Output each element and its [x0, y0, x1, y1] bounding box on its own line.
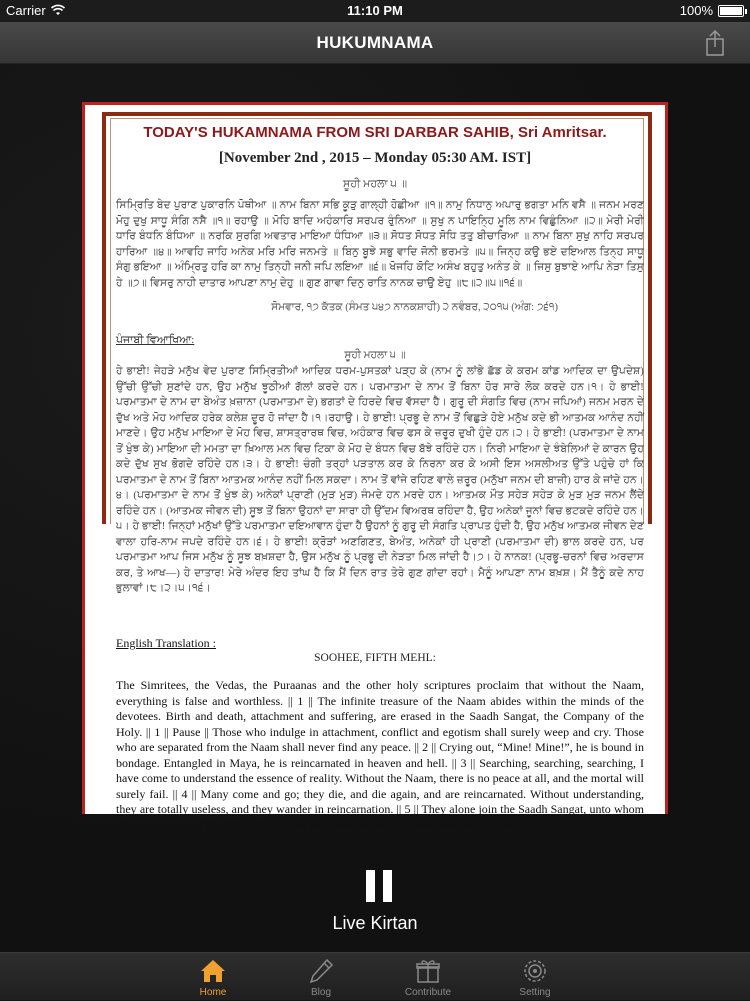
carrier-label: Carrier [6, 3, 46, 18]
tab-setting[interactable] [490, 957, 580, 1001]
pencil-icon [307, 957, 335, 985]
tab-contribute-label: Contribute [404, 987, 452, 998]
gear-icon [521, 957, 549, 985]
hukamnama-date: [November 2nd , 2015 – Monday 05:30 AM. IST] [218, 150, 532, 166]
pause-button[interactable] [366, 870, 392, 902]
hukamnama-document[interactable] [82, 102, 668, 832]
gurbani-text: ਸਿਮ੍ਰਿਤਿ ਬੇਦ ਪੁਰਾਣ ਪੁਕਾਰਨਿ ਪੋਥੀਆ ॥ ਨਾਮ ਬਿਨਾ ਸਭਿ ਕੂੜੁ ਗਾਲ੍ਹੀ ਹੋਛੀਆ ॥੧॥ ਨਾਮੁ ਨਿਧਾਨੁ ਅਪਾਰੁ ਭਗਤਾ ਮਨਿ ਵਸੈ ॥ ਜਨਮ ਮਰਣ ਮੋਹੁ ਦੁਖੁ ਸਾਧੂ ਸੰਗਿ ਨਸੈ ॥੧॥ ਰਹਾਉ ॥ ਮੋਹਿ ਬਾਦਿ ਅਹੰਕਾਰਿ ਸਰਪਰ ਰੁੰਨਿਆ ॥ ਸੁਖੁ ਨ ਪਾਇਨ੍ਹਿ ਮੂਲਿ ਨਾਮ ਵਿਛੁੰਨਿਆ ॥੨॥ ਮੇਰੀ ਮੇਰੀ ਧਾਰਿ ਬੰਧਨਿ ਬੰਧਿਆ ॥ ਨਰਕਿ ਸੁਰਗਿ ਅਵਤਾਰ ਮਾਇਆ ਧੰਧਿਆ ॥੩॥ ਸੋਧਤ ਸੋਧਤ ਸੋਧਿ ਤਤੁ ਬੀਚਾਰਿਆ ॥ ਨਾਮ ਬਿਨਾ ਸੁਖੁ ਨਾਹਿ ਸਰਪਰ ਹਾਰਿਆ ॥੪॥ ਆਵਹਿ ਜਾਹਿ ਅਨੇਕ ਮਰਿ ਮਰਿ ਜਨਮਤੇ ॥ ਬਿਨੁ ਬੂਝੇ ਸਭੁ ਵਾਦਿ ਜੋਨੀ ਭਰਮਤੇ ॥੫॥ ਜਿਨ੍ਹ ਕਉ ਭਏ ਦਇਆਲ ਤਿਨ੍ਹ ਸਾਧੂ ਸੰਗੁ ਭਇਆ ॥ ਅੰਮ੍ਰਿਤੁ ਹਰਿ ਕਾ ਨਾਮੁ ਤਿਨ੍ਹੀ ਜਨੀ ਜਪਿ ਲਇਆ ॥੬॥ ਖੋਜਹਿ ਕੋਟਿ ਅਸੰਖ ਬਹੁਤੁ ਅਨੰਤ ਕੇ ॥ ਜਿਸੁ ਬੁਝਾਏ ਆਪਿ ਨੇੜਾ ਤਿਸੁ ਹੇ ॥੭॥ ਵਿਸਰੁ ਨਾਹੀ ਦਾਤਾਰ ਆਪਣਾ ਨਾਮੁ ਦੇਹੁ ॥ ਗੁਣ ਗਾਵਾ ਦਿਨੁ ਰਾਤਿ ਨਾਨਕ ਚਾਉ ਏਹੁ ॥੮॥੨॥੫॥੧੬॥ [116, 200, 644, 289]
battery-percent: 100% [679, 3, 713, 18]
english-heading: English Translation : [116, 636, 217, 650]
pause-bar-left [366, 870, 375, 902]
gift-icon [414, 957, 442, 985]
tab-home-label: Home [199, 987, 227, 998]
status-time: 11:10 PM [347, 3, 403, 18]
content-area [0, 64, 750, 952]
battery-icon [718, 5, 744, 17]
date-angg-line: ਸੋਮਵਾਰ, ੧੭ ਕੱਤਕ (ਸੰਮਤ ੫੪੭ ਨਾਨਕਸ਼ਾਹੀ) ੨ ਨਵੰਬਰ, ੨੦੧੫ (ਅੰਗ: ੭੬੧) [271, 302, 558, 313]
tab-setting-label: Setting [519, 987, 551, 998]
punjabi-explanation: ਹੇ ਭਾਈ! ਜੇਹੜੇ ਮਨੁੱਖ ਵੇਦ ਪੁਰਾਣ ਸਿਮ੍ਰਿਤੀਆਂ ਆਦਿਕ ਧਰਮ-ਪੁਸਤਕਾਂ ਪੜ੍ਹ ਕੇ (ਨਾਮ ਨੂੰ ਲਾਂਭੇ ਛੱਡ ਕੇ ਕਰਮ ਕਾਂਡ ਆਦਿਕ ਦਾ ਉਪਦੇਸ਼) ਉੱਚੀ ਉੱਚੀ ਸੁਣਾਂਦੇ ਹਨ, ਉਹ ਮਨੁੱਖ ਝੂਠੀਆਂ ਗੱਲਾਂ ਕਰਦੇ ਹਨ। ਪਰਮਾਤਮਾ ਦੇ ਨਾਮ ਤੋਂ ਬਿਨਾ ਹੋਰ ਸਾਰੇ ਲੋਕ ਕਰਦੇ ਹਨ।੧। ਹੇ ਭਾਈ! ਪਰਮਾਤਮਾ ਦੇ ਨਾਮ ਦਾ ਬੇਅੰਤ ਖ਼ਜ਼ਾਨਾ (ਪਰਮਾਤਮਾ ਦੇ) ਭਗਤਾਂ ਦੇ ਹਿਰਦੇ ਵਿਚ ਵੱਸਦਾ ਹੈ। ਗੁਰੂ ਦੀ ਸੰਗਤਿ ਵਿਚ (ਨਾਮ ਜਪਿਆਂ) ਜਨਮ ਮਰਨ ਦੇ ਦੁੱਖ ਅਤੇ ਮੋਹ ਆਦਿਕ ਹਰੇਕ ਕਲੇਸ਼ ਦੂਰ ਹੋ ਜਾਂਦਾ ਹੈ।੧।ਰਹਾਉ। ਹੇ ਭਾਈ! ਪ੍ਰਭੂ ਦੇ ਨਾਮ ਤੋਂ ਵਿਛੁੜੇ ਹੋਏ ਮਨੁੱਖ ਕਦੇ ਭੀ ਆਤਮਕ ਆਨੰਦ ਨਹੀਂ ਮਾਣਦੇ। ਉਹ ਮਨੁੱਖ ਮਾਇਆ ਦੇ ਮੋਹ ਵਿਚ, ਸ਼ਾਸਤ੍ਰਾਰਥ ਵਿਚ, ਅਹੰਕਾਰ ਵਿਚ ਫਸ ਕੇ ਜ਼ਰੂਰ ਦੁਖੀ ਹੁੰਦੇ ਹਨ।੨। ਹੇ ਭਾਈ! (ਪਰਮਾਤਮਾ ਦੇ ਨਾਮ ਤੋਂ ਖੁੰਝ ਕੇ) ਮਾਇਆ ਦੀ ਮਮਤਾ ਦਾ ਖ਼ਿਆਲ ਮਨ ਵਿਚ ਟਿਕਾ ਕੇ ਮੋਹ ਦੇ ਬੰਧਨ ਵਿਚ ਬੱਝੇ ਰਹਿੰਦੇ ਹਨ। ਨਿਰੀ ਮਾਇਆ ਦੇ ਝੰਬੇਲਿਆਂ ਦੇ ਕਾਰਨ ਉਹ ਕਦੇ ਦੁੱਖ ਸੁਖ ਭੋਗਦੇ ਰਹਿੰਦੇ ਹਨ।੩। ਹੇ ਭਾਈ! ਚੰਗੀ ਤਰ੍ਹਾਂ ਪੜਤਾਲ ਕਰ ਕੇ ਨਿਰਨਾ ਕਰ ਕੇ ਅਸੀ ਇਸ ਅਸਲੀਅਤ ਉੱਤੇ ਪਹੁੰਚੇ ਹਾਂ ਕਿ ਪਰਮਾਤਮਾ ਦੇ ਨਾਮ ਤੋਂ ਬਿਨਾ ਆਤਮਕ ਆਨੰਦ ਨਹੀਂ ਮਿਲ ਸਕਦਾ। ਨਾਮ ਤੋਂ ਵਾਂਜੇ ਰਹਿਣ ਵਾਲੇ ਜ਼ਰੂਰ (ਮਨੁੱਖਾ ਜਨਮ ਦੀ ਬਾਜ਼ੀ) ਹਾਰ ਕੇ ਜਾਂਦੇ ਹਨ।੪। (ਪਰਮਾਤਮਾ ਦੇ ਨਾਮ ਤੋਂ ਖੁੰਝ ਕੇ) ਅਨੇਕਾਂ ਪ੍ਰਾਣੀ (ਮੁੜ ਮੁੜ) ਜੰਮਦੇ ਹਨ ਮਰਦੇ ਹਨ। ਆਤਮਕ ਮੌਤ ਸਹੇੜ ਸਹੇੜ ਕੇ ਮੁੜ ਮੁੜ ਜਨਮ ਲੈਂਦੇ ਰਹਿੰਦੇ ਹਨ। (ਆਤਮਕ ਜੀਵਨ ਦੀ) ਸੂਝ ਤੋਂ ਬਿਨਾ ਉਹਨਾਂ ਦਾ ਸਾਰਾ ਹੀ ਉੱਦਮ ਵਿਅਰਥ ਰਹਿੰਦਾ ਹੈ, ਉਹ ਅਨੇਕਾਂ ਜੂਨਾਂ ਵਿਚ ਭਟਕਦੇ ਰਹਿੰਦੇ ਹਨ।੫। ਹੇ ਭਾਈ! ਜਿਨ੍ਹਾਂ ਮਨੁੱਖਾਂ ਉੱਤੇ ਪਰਮਾਤਮਾ ਦਇਆਵਾਨ ਹੁੰਦਾ ਹੈ ਉਹਨਾਂ ਨੂੰ ਗੁਰੂ ਦੀ ਸੰਗਤਿ ਪ੍ਰਾਪਤ ਹੁੰਦੀ ਹੈ, ਉਹ ਮਨੁੱਖ ਆਤਮਕ ਜੀਵਨ ਦੇਣ ਵਾਲਾ ਹਰਿ-ਨਾਮ ਜਪਦੇ ਰਹਿੰਦੇ ਹਨ।੬। ਹੇ ਭਾਈ! ਕ੍ਰੋੜਾਂ ਅਣਗਿਣਤ, ਬੇਅੰਤ, ਅਨੇਕਾਂ ਹੀ ਪ੍ਰਾਣੀ (ਪਰਮਾਤਮਾ ਦੀ) ਭਾਲ ਕਰਦੇ ਹਨ, ਪਰ ਪਰਮਾਤਮਾ ਆਪ ਜਿਸ ਮਨੁੱਖ ਨੂੰ ਸੂਝ ਬਖ਼ਸ਼ਦਾ ਹੈ, ਉਸ ਮਨੁੱਖ ਨੂੰ ਪ੍ਰਭੂ ਦੀ ਨੇੜਤਾ ਮਿਲ ਜਾਂਦੀ ਹੈ।੭। ਹੇ ਨਾਨਕ! (ਪ੍ਰਭੂ-ਚਰਨਾਂ ਵਿਚ ਅਰਦਾਸ ਕਰ, ਤੇ ਆਖ—) ਹੇ ਦਾਤਾਰ! ਮੇਰੇ ਅੰਦਰ ਇਹ ਤਾਂਘ ਹੈ ਕਿ ਮੈਂ ਦਿਨ ਰਾਤ ਤੇਰੇ ਗੁਣ ਗਾਂਦਾ ਰਹਾਂ। ਮੈਨੂੰ ਆਪਣਾ ਨਾਮ ਬਖ਼ਸ਼। ਮੈਂ ਤੈਨੂੰ ਕਦੇ ਨਾਹ ਭੁਲਾਵਾਂ।੮।੨।੫।੧੬। [116, 366, 644, 594]
english-translation: The Simritees, the Vedas, the Puraanas and the other holy scriptures proclaim that without the Naam, everything is false and worthless. || 1 || The infinite treasure of the Naam abides within the minds of the devotees. Birth and death, attachment and suffering, are erased in the Saadh Sangat, the Company of the Holy. || 1 || Pause || Those who indulge in attachment, conflict and egotism shall surely weep and cry. Those who are separated from the Naam shall never find any peace. || 2 || Crying out, “Mine! Mine!”, he is bound in bondage. Entangled in Maya, he is reincarnated in heaven and hell. || 3 || Searching, searching, searching, I have come to understand the essence of reality. Without the Naam, there is no peace at all, and the mortal will surely fail. || 4 || Many come and go; they die, and die again, and are reincarnated. Without understanding, they are totally useless, and they wander in reincarnation. || 5 || They alone join the Saadh Sangat, unto whom the Lord becomes Merciful. They chant and meditate on the Ambrosial Name of the [116, 678, 644, 832]
pause-bar-right [383, 870, 392, 902]
status-right [680, 3, 744, 18]
raag-heading: ਸੂਹੀ ਮਹਲਾ ੫ ॥ [342, 178, 408, 190]
navigation-bar [0, 22, 750, 64]
tab-bar [0, 952, 750, 1000]
tab-contribute[interactable] [383, 957, 473, 1001]
tab-blog-label: Blog [310, 987, 331, 998]
page-title: HUKUMNAMA [316, 33, 434, 52]
tab-home[interactable] [168, 957, 258, 1001]
tab-blog[interactable] [276, 957, 366, 1001]
punjabi-raag: ਸੂਹੀ ਮਹਲਾ ੫ ॥ [344, 350, 406, 361]
status-bar [0, 0, 750, 22]
live-kirtan-label: Live Kirtan [332, 913, 418, 933]
punjabi-heading: ਪੰਜਾਬੀ ਵਿਆਖਿਆ: [116, 334, 195, 346]
share-icon[interactable] [700, 28, 730, 58]
english-raag: SOOHEE, FIFTH MEHL: [314, 652, 436, 664]
home-icon [199, 957, 227, 985]
hukamnama-title: TODAY'S HUKAMNAMA FROM SRI DARBAR SAHIB, Sri Amritsar. [143, 124, 607, 141]
